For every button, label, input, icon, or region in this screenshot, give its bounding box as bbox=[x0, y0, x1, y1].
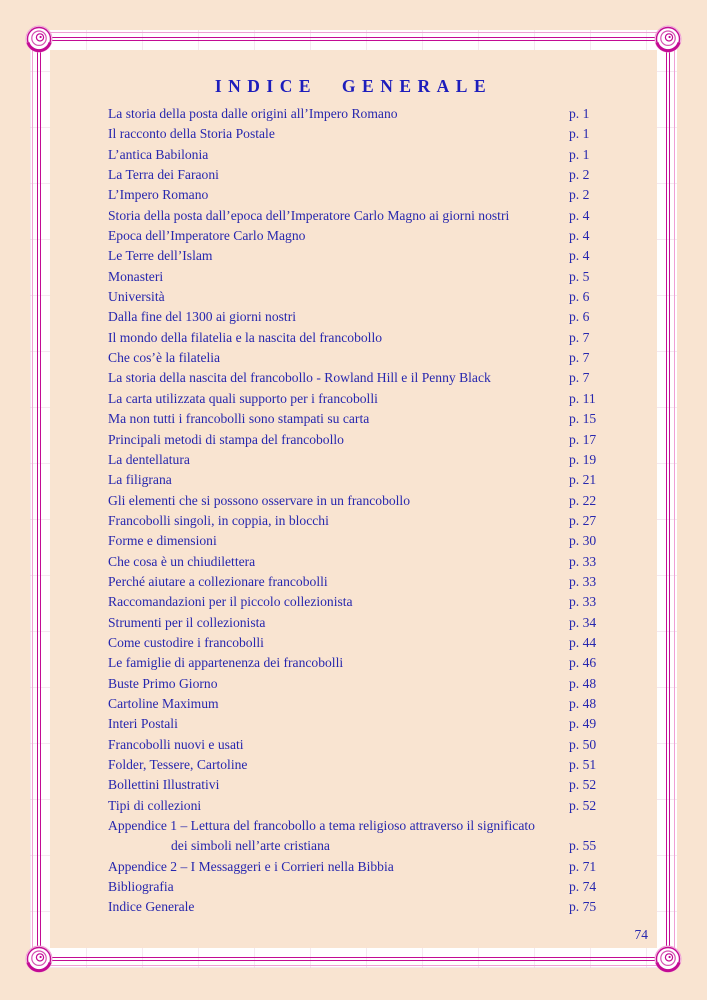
toc-entry-title: Folder, Tessere, Cartoline bbox=[108, 757, 248, 772]
toc-entry-page: p. 49 bbox=[569, 716, 597, 732]
corner-spiral-icon bbox=[653, 24, 683, 54]
toc-entry-page: p. 22 bbox=[569, 492, 597, 508]
toc-entry bbox=[108, 287, 660, 307]
toc-entry-title: Principali metodi di stampa del francobollo bbox=[108, 431, 344, 447]
toc-entry-title: Come custodire i francobolli bbox=[108, 634, 264, 650]
toc-entry-title-continuation: dei simboli nell’arte cristiana bbox=[171, 838, 330, 854]
toc-entry-title: Buste Primo Giorno bbox=[108, 675, 218, 691]
toc-entry-title: La storia della posta dalle origini all’Impero Romano bbox=[108, 106, 398, 121]
toc-entry bbox=[108, 796, 660, 816]
toc-entry bbox=[108, 185, 660, 205]
toc-entry-title: Cartoline Maximum bbox=[108, 695, 219, 711]
toc-entry bbox=[108, 694, 660, 714]
toc-entry-page: p. 7 bbox=[569, 370, 590, 386]
toc-entry-page: p. 1 bbox=[569, 146, 590, 162]
toc-entry bbox=[108, 877, 660, 897]
toc-entry-page: p. 7 bbox=[569, 329, 590, 345]
toc-entry bbox=[108, 897, 660, 917]
toc-entry-title: Forme e dimensioni bbox=[108, 533, 217, 549]
toc-list bbox=[108, 104, 660, 918]
toc-entry bbox=[108, 246, 660, 266]
toc-entry-title: Francobolli nuovi e usati bbox=[108, 736, 244, 752]
toc-entry bbox=[108, 145, 660, 165]
toc-entry-page: p. 48 bbox=[569, 695, 597, 711]
toc-entry bbox=[108, 816, 660, 857]
toc-entry-page: p. 4 bbox=[569, 248, 590, 264]
toc-entry-page: p. 50 bbox=[569, 736, 597, 752]
toc-entry-title: Bollettini Illustrativi bbox=[108, 777, 220, 793]
toc-entry-title: Interi Postali bbox=[108, 716, 178, 732]
toc-entry-title: Appendice 2 – I Messaggeri e i Corrieri nella Bibbia bbox=[108, 858, 394, 874]
toc-entry-title: Le Terre dell’Islam bbox=[108, 248, 213, 264]
toc-entry-page: p. 48 bbox=[569, 675, 597, 691]
toc-entry-page: p. 52 bbox=[569, 777, 597, 793]
toc-entry-page: p. 19 bbox=[569, 451, 597, 467]
toc-entry bbox=[108, 328, 660, 348]
toc-entry bbox=[108, 206, 660, 226]
toc-entry-page: p. 44 bbox=[569, 634, 597, 650]
toc-entry-page: p. 6 bbox=[569, 309, 590, 325]
toc-entry-page: p. 5 bbox=[569, 268, 590, 284]
toc-entry bbox=[108, 572, 660, 592]
toc-entry-title: Tipi di collezioni bbox=[108, 797, 202, 813]
toc-entry-page: p. 17 bbox=[569, 431, 597, 447]
toc-entry-page: p. 15 bbox=[569, 411, 597, 427]
toc-entry-page: p. 33 bbox=[569, 594, 597, 610]
toc-entry-title: La storia della nascita del francobollo - Rowland Hill e il Penny Black bbox=[108, 370, 491, 386]
toc-entry-page: p. 46 bbox=[569, 655, 597, 671]
toc-entry bbox=[108, 165, 660, 185]
toc-entry-page: p. 27 bbox=[569, 512, 597, 528]
toc-entry-title: Le famiglie di appartenenza dei francobolli bbox=[108, 655, 344, 671]
toc-entry-page: p. 2 bbox=[569, 187, 590, 203]
toc-entry-title: Il mondo della filatelia e la nascita del francobollo bbox=[108, 329, 383, 345]
toc-entry-page: p. 1 bbox=[569, 106, 590, 121]
toc-entry-title: Il racconto della Storia Postale bbox=[108, 126, 275, 142]
toc-entry-page: p. 4 bbox=[569, 207, 590, 223]
toc-entry bbox=[108, 389, 660, 409]
toc-entry bbox=[108, 511, 660, 531]
toc-entry-page: p. 52 bbox=[569, 797, 597, 813]
toc-entry-title: Che cosa è un chiudilettera bbox=[108, 553, 256, 569]
toc-entry bbox=[108, 735, 660, 755]
toc-entry-page: p. 51 bbox=[569, 757, 597, 772]
toc-entry-page: p. 33 bbox=[569, 553, 597, 569]
toc-entry-title: Dalla fine del 1300 ai giorni nostri bbox=[108, 309, 297, 325]
toc-entry-title: Appendice 1 – Lettura del francobollo a tema religioso attraverso il significato dei simboli nell’arte cristiana bbox=[108, 816, 569, 857]
toc-entry-page: p. 7 bbox=[569, 350, 590, 366]
toc-entry-title: Bibliografia bbox=[108, 879, 174, 895]
toc-entry-title: La filigrana bbox=[108, 472, 172, 488]
toc-entry-title: L’antica Babilonia bbox=[108, 146, 209, 162]
toc-entry bbox=[108, 348, 660, 368]
toc-entry-title: Epoca dell’Imperatore Carlo Magno bbox=[108, 228, 306, 244]
toc-entry-page: p. 34 bbox=[569, 614, 597, 630]
toc-entry bbox=[108, 226, 660, 246]
toc-entry bbox=[108, 775, 660, 795]
toc-entry-page: p. 11 bbox=[569, 390, 596, 406]
content-area bbox=[50, 50, 657, 948]
toc-entry bbox=[108, 653, 660, 673]
toc-entry bbox=[108, 857, 660, 877]
toc-entry-title: Che cos’è la filatelia bbox=[108, 350, 221, 366]
toc-entry bbox=[108, 613, 660, 633]
toc-entry-page: p. 74 bbox=[569, 879, 597, 895]
toc-entry-title: Indice Generale bbox=[108, 899, 195, 915]
corner-spiral-icon bbox=[24, 944, 54, 974]
corner-spiral-icon bbox=[653, 944, 683, 974]
toc-entry bbox=[108, 450, 660, 470]
toc-entry bbox=[108, 409, 660, 429]
toc-entry-title: La carta utilizzata quali supporto per i francobolli bbox=[108, 390, 378, 406]
toc-entry bbox=[108, 755, 660, 775]
toc-entry bbox=[108, 633, 660, 653]
toc-entry bbox=[108, 592, 660, 612]
toc-entry-page: p. 30 bbox=[569, 533, 597, 549]
toc-entry-page: p. 21 bbox=[569, 472, 597, 488]
toc-entry-title: La dentellatura bbox=[108, 451, 190, 467]
toc-entry bbox=[108, 714, 660, 734]
toc-entry-title: Perché aiutare a collezionare francobolli bbox=[108, 573, 328, 589]
toc-entry-page: p. 2 bbox=[569, 167, 590, 183]
toc-entry bbox=[108, 368, 660, 388]
toc-entry-page: p. 55 bbox=[569, 838, 597, 854]
toc-entry-page: p. 4 bbox=[569, 228, 590, 244]
toc-entry-page: p. 71 bbox=[569, 858, 597, 874]
toc-entry-title: Ma non tutti i francobolli sono stampati su carta bbox=[108, 411, 370, 427]
toc-entry bbox=[108, 470, 660, 490]
toc-entry-title: Strumenti per il collezionista bbox=[108, 614, 266, 630]
toc-entry bbox=[108, 307, 660, 327]
toc-entry bbox=[108, 552, 660, 572]
toc-entry-page: p. 6 bbox=[569, 289, 590, 305]
toc-entry-title: Monasteri bbox=[108, 268, 164, 284]
toc-entry-page: p. 75 bbox=[569, 899, 597, 915]
page-title: INDICE GENERALE bbox=[214, 76, 493, 96]
toc-entry-page: p. 1 bbox=[569, 126, 590, 142]
toc-entry-title: Raccomandazioni per il piccolo collezionista bbox=[108, 594, 353, 610]
toc-entry-title: Storia della posta dall’epoca dell’Imperatore Carlo Magno ai giorni nostri bbox=[108, 207, 510, 223]
toc-entry bbox=[108, 430, 660, 450]
toc-entry bbox=[108, 674, 660, 694]
toc-entry bbox=[108, 531, 660, 551]
toc-entry-page: p. 33 bbox=[569, 573, 597, 589]
toc-entry-title: Francobolli singoli, in coppia, in blocchi bbox=[108, 512, 329, 528]
decorative-frame bbox=[30, 30, 677, 968]
toc-entry-title: Università bbox=[108, 289, 165, 305]
toc-entry-title: Gli elementi che si possono osservare in un francobollo bbox=[108, 492, 411, 508]
toc-entry bbox=[108, 267, 660, 287]
toc-entry bbox=[108, 104, 660, 124]
toc-entry bbox=[108, 491, 660, 511]
toc-entry-title: L’Impero Romano bbox=[108, 187, 209, 203]
toc-entry-title: La Terra dei Faraoni bbox=[108, 167, 219, 183]
page-number: 74 bbox=[634, 927, 648, 942]
toc-entry bbox=[108, 124, 660, 144]
